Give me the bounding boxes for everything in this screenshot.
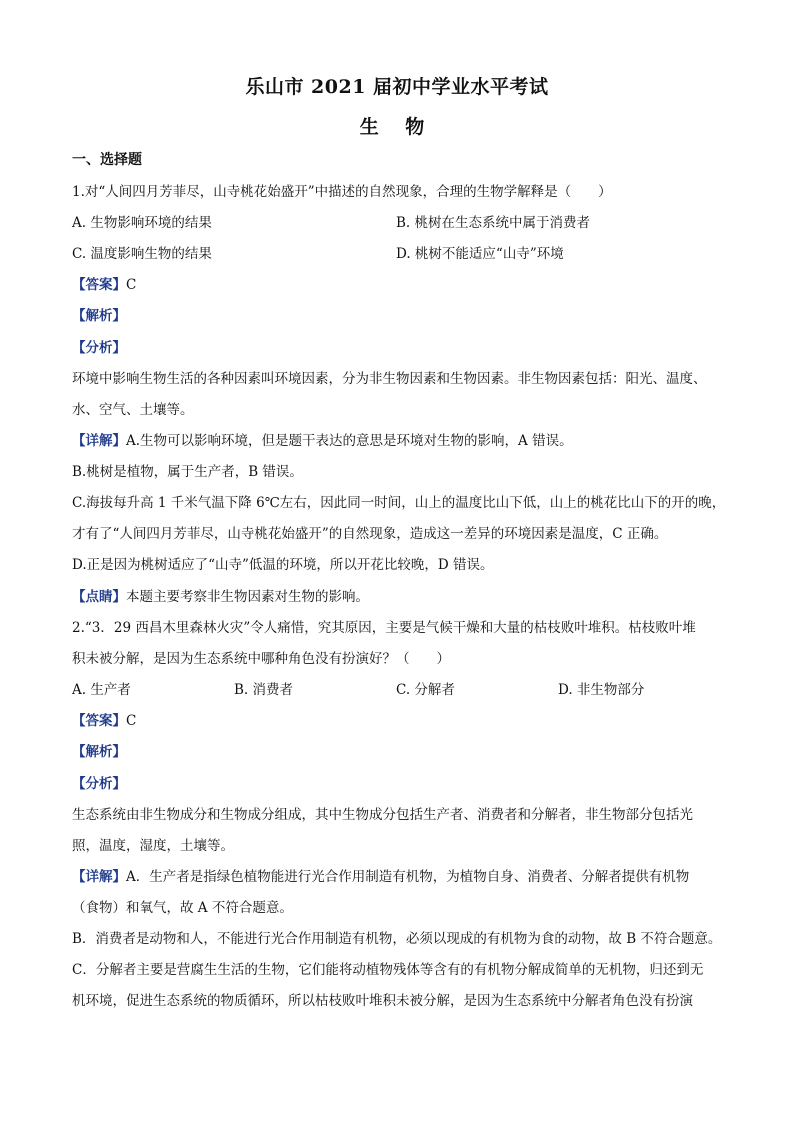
- q1-fenxi-line-2: 水、空气、土壤等。: [72, 402, 194, 418]
- q2-detail-a-line-1: [72, 867, 724, 887]
- q1-analysis-heading: [72, 306, 724, 326]
- q2-answer: [72, 711, 724, 731]
- q2-detail-a-line-2: （食物）和氧气，故 A 不符合题意。: [72, 900, 293, 916]
- q2-fenxi-line-2: 照，温度，湿度，土壤等。: [72, 838, 234, 854]
- q2-detail-b: B．消费者是动物和人，不能进行光合作用制造有机物，必须以现成的有机物为食的动物，故 B 不符合题意。: [72, 931, 722, 947]
- question-2-stem-line-1: 2.“3．29 西昌木里森林火灾”令人痛惜，究其原因，主要是气候干燥和大量的枯枝败叶堆积。枯枝败叶堆: [72, 620, 696, 636]
- q1-fenxi-line-1: 环境中影响生物生活的各种因素叫环境因素，分为非生物因素和生物因素。非生物因素包括：阳光、温度、: [72, 371, 707, 387]
- point-tag: 【点睛】: [72, 589, 126, 605]
- q1-detail-b: B.桃树是植物，属于生产者，B 错误。: [72, 464, 303, 480]
- q2-option-a: A. 生产者: [72, 682, 131, 698]
- detail-a-text: A．生产者是指绿色植物能进行光合作用制造有机物，为植物自身、消费者、分解者提供有机物: [126, 869, 690, 885]
- answer-tag: 【答案】: [72, 277, 126, 293]
- q2-fenxi-heading: [72, 774, 724, 794]
- q2-detail-c-line-1: C．分解者主要是营腐生生活的生物，它们能将动植物残体等含有的有机物分解成简单的无机物，归还到无: [72, 962, 704, 978]
- q1-detail-d: D.正是因为桃树适应了“山寺”低温的环境，所以开花比较晚，D 错误。: [72, 557, 494, 573]
- section-heading: 一、选择题: [72, 152, 142, 168]
- q1-option-a: A. 生物影响环境的结果: [72, 215, 212, 231]
- q2-option-b: B. 消费者: [234, 682, 294, 698]
- q2-fenxi-line-1: 生态系统由非生物成分和生物成分组成，其中生物成分包括生产者、消费者和分解者，非生物部分包括光: [72, 807, 693, 823]
- fenxi-tag: 【分析】: [72, 776, 126, 792]
- detail-tag: 【详解】: [72, 869, 126, 885]
- q1-option-c: C. 温度影响生物的结果: [72, 246, 212, 262]
- answer-value: C: [126, 713, 137, 729]
- detail-tag: 【详解】: [72, 433, 126, 449]
- question-1-stem: 1.对“人间四月芳菲尽，山寺桃花始盛开”中描述的自然现象，合理的生物学解释是（ ）: [72, 184, 612, 200]
- q1-fenxi-heading: [72, 338, 724, 358]
- q2-option-d: D. 非生物部分: [558, 682, 645, 698]
- q1-point: [72, 587, 724, 607]
- q2-detail-c-line-2: 机环境，促进生态系统的物质循环，所以枯枝败叶堆积未被分解，是因为生态系统中分解者角色没有扮演: [72, 993, 693, 1009]
- answer-value: C: [126, 277, 137, 293]
- q1-option-d: D. 桃树不能适应“山寺”环境: [396, 246, 564, 262]
- subject-title: 生 物: [359, 116, 435, 138]
- q1-detail-c-line-1: C.海拔每升高 1 千米气温下降 6℃左右，因此同一时间，山上的温度比山下低，山上的桃花比山下的开的晚，: [72, 495, 726, 511]
- point-text: 本题主要考察非生物因素对生物的影响。: [126, 589, 369, 605]
- q2-option-c: C. 分解者: [396, 682, 455, 698]
- analysis-tag: 【解析】: [72, 744, 126, 760]
- q1-detail-c-line-2: 才有了“人间四月芳菲尽，山寺桃花始盛开”的自然现象，造成这一差异的环境因素是温度，C 正确。: [72, 526, 668, 542]
- answer-tag: 【答案】: [72, 713, 126, 729]
- q2-analysis-heading: [72, 742, 724, 762]
- question-2-stem-line-2: 积未被分解，是因为生态系统中哪种角色没有扮演好？（ ）: [72, 651, 450, 667]
- page-title: 乐山市 2021 届初中学业水平考试: [245, 76, 549, 98]
- q1-detail-a: [72, 431, 724, 451]
- detail-a-text: A.生物可以影响环境，但是题干表达的意思是环境对生物的影响，A 错误。: [126, 433, 573, 449]
- q1-option-b: B. 桃树在生态系统中属于消费者: [396, 215, 591, 231]
- fenxi-tag: 【分析】: [72, 340, 126, 356]
- q1-answer: [72, 275, 724, 295]
- analysis-tag: 【解析】: [72, 308, 126, 324]
